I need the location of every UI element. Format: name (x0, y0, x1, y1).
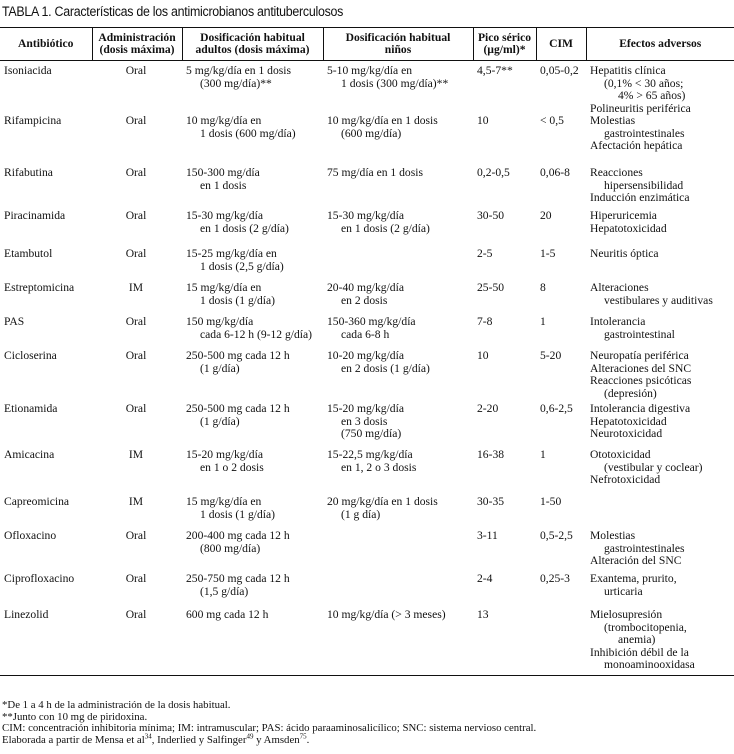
cell-antibiotico (0, 210, 92, 248)
cell-cim (536, 496, 586, 530)
cell-administracion (92, 61, 182, 116)
cell-pico-serico (473, 210, 536, 248)
cell-antibiotico (0, 282, 92, 316)
cell-dosis-ninos-line: 20-40 mg/kg/día (327, 281, 404, 294)
cell-efectos-line: Alteración del SNC (590, 554, 682, 567)
cell-dosis-adultos (182, 496, 323, 530)
cell-pico-serico-line: 3-11 (477, 529, 498, 542)
cell-administracion-line: Oral (125, 166, 147, 179)
cell-dosis-ninos-line: 75 mg/día en 1 dosis (327, 166, 423, 179)
footnote-3: CIM: concentración inhibitoria mínima; IM: intramuscular; PAS: ácido paraaminosalicílico; SNC: sistema nervioso central. (2, 722, 537, 735)
cell-dosis-adultos-line: 200-400 mg cada 12 h (186, 529, 290, 542)
cell-pico-serico-line: 13 (477, 608, 489, 621)
cell-dosis-ninos-line: 10-20 mg/kg/día (327, 349, 404, 362)
cell-efectos-line: Molestias (590, 114, 636, 127)
table-row (0, 573, 734, 609)
cell-efectos-line: Afectación hepática (590, 139, 683, 152)
cell-dosis-adultos-line: en 1 dosis (2 g/día) (200, 221, 289, 235)
cell-dosis-adultos-line: (1,5 g/día) (200, 584, 249, 598)
cell-administracion (92, 573, 182, 609)
cell-antibiotico (0, 167, 92, 210)
cell-dosis-adultos (182, 403, 323, 449)
cell-efectos-line: Hepatitis clínica (590, 64, 666, 77)
cell-pico-serico (473, 350, 536, 403)
cell-dosis-adultos-line: en 1 o 2 dosis (200, 460, 264, 474)
col-header-pico-serico: Pico sérico (µg/ml)* (473, 28, 536, 61)
cell-administracion-line: IM (128, 281, 144, 294)
cell-dosis-adultos-line: 1 dosis (2,5 g/día) (200, 259, 284, 273)
cell-dosis-adultos-line: 150-300 mg/día (186, 166, 260, 179)
cell-dosis-adultos-line: 15 mg/kg/día en (186, 495, 262, 508)
cell-dosis-ninos (323, 496, 473, 530)
table-row (0, 403, 734, 449)
cell-antibiotico-line: Amicacina (4, 448, 55, 461)
cell-efectos-line: Alteraciones (590, 281, 649, 294)
cell-dosis-adultos (182, 248, 323, 282)
cell-dosis-ninos-line: 15-20 mg/kg/día (327, 402, 404, 415)
cell-pico-serico (473, 248, 536, 282)
cell-efectos (586, 496, 734, 530)
cell-antibiotico-line: Rifampicina (4, 114, 62, 127)
cell-dosis-adultos (182, 210, 323, 248)
cell-pico-serico-line: 10 (477, 114, 489, 127)
cell-efectos (586, 61, 734, 116)
cell-dosis-ninos-line: 150-360 mg/kg/día (327, 315, 416, 328)
cell-efectos (586, 403, 734, 449)
cell-efectos (586, 350, 734, 403)
cell-efectos-line: Neurotoxicidad (590, 427, 663, 440)
cell-dosis-adultos (182, 115, 323, 167)
cell-efectos-line: Hepatotoxicidad (590, 414, 667, 428)
cell-efectos-line: Ototoxicidad (590, 448, 651, 461)
cell-efectos-line: Mielosupresión (590, 608, 663, 621)
footnotes (2, 700, 536, 746)
cell-dosis-ninos-line: cada 6-8 h (341, 327, 390, 341)
cell-dosis-ninos-line: 10 mg/kg/día en 1 dosis (327, 114, 438, 127)
cell-dosis-adultos (182, 449, 323, 496)
cell-administracion (92, 316, 182, 350)
table-body (0, 61, 734, 676)
cell-dosis-adultos-line: 15 mg/kg/día en (186, 281, 262, 294)
cell-administracion (92, 530, 182, 573)
cell-cim (536, 609, 586, 675)
cell-administracion (92, 496, 182, 530)
cell-cim (536, 530, 586, 573)
cell-cim-line: 0,25-3 (540, 572, 570, 585)
cell-cim (536, 167, 586, 210)
cell-cim (536, 115, 586, 167)
cell-pico-serico-line: 0,2-0,5 (477, 166, 510, 179)
cell-dosis-ninos (323, 210, 473, 248)
cell-efectos-line: monoaminooxidasa (604, 658, 695, 671)
cell-efectos (586, 573, 734, 609)
cell-dosis-adultos (182, 282, 323, 316)
cell-antibiotico-line: Linezolid (4, 608, 49, 621)
cell-dosis-adultos-line: (300 mg/día)** (200, 76, 272, 90)
cell-efectos (586, 316, 734, 350)
cell-administracion-line: Oral (125, 114, 147, 127)
cell-pico-serico (473, 167, 536, 210)
cell-dosis-adultos (182, 609, 323, 675)
table-row (0, 530, 734, 573)
cell-dosis-adultos (182, 530, 323, 573)
cell-pico-serico-line: 2-5 (477, 247, 493, 260)
table-row (0, 496, 734, 530)
cell-cim (536, 350, 586, 403)
cell-dosis-ninos-line: en 2 dosis (341, 293, 388, 307)
cell-administracion (92, 282, 182, 316)
header-row (0, 28, 734, 61)
cell-dosis-adultos-line: 1 dosis (1 g/día) (200, 507, 276, 521)
cell-efectos-line: (depresión) (604, 386, 657, 400)
cell-efectos-line: Polineuritis periférica (590, 101, 691, 115)
cell-cim (536, 316, 586, 350)
cell-pico-serico-line: 25-50 (477, 281, 505, 294)
cell-dosis-adultos-line: (1 g/día) (200, 414, 240, 428)
cell-efectos-line: gastrointestinal (604, 327, 675, 341)
cell-cim (536, 282, 586, 316)
cell-efectos (586, 210, 734, 248)
cell-dosis-ninos (323, 609, 473, 675)
cell-administracion-line: Oral (125, 64, 147, 77)
cell-efectos-line: Molestias (590, 529, 636, 542)
cell-antibiotico-line: Etionamida (4, 402, 58, 415)
cell-pico-serico-line: 16-38 (477, 448, 505, 461)
cell-dosis-adultos-line: 15-25 mg/kg/día en (186, 247, 277, 260)
table-row (0, 449, 734, 496)
cell-dosis-adultos-line: 150 mg/kg/día (186, 315, 254, 328)
col-header-administracion: Administración (dosis máxima) (92, 28, 182, 61)
cell-efectos-line: hipersensibilidad (604, 178, 684, 192)
table-row (0, 248, 734, 282)
cell-efectos-line: Alteraciones del SNC (590, 361, 692, 375)
cell-antibiotico-line: Cicloserina (4, 349, 57, 362)
cell-antibiotico-line: PAS (4, 315, 25, 328)
footnote-1: *De 1 a 4 h de la administración de la dosis habitual. (2, 699, 231, 711)
cell-cim (536, 449, 586, 496)
col-header-antibiotico: Antibiótico (18, 36, 74, 50)
cell-dosis-ninos (323, 403, 473, 449)
cell-antibiotico-line: Ciprofloxacino (4, 572, 75, 585)
table-row (0, 115, 734, 167)
cell-pico-serico (473, 61, 536, 116)
cell-dosis-adultos (182, 61, 323, 116)
cell-dosis-ninos (323, 316, 473, 350)
cell-dosis-ninos-line: (1 g día) (341, 507, 381, 521)
cell-antibiotico (0, 316, 92, 350)
cell-efectos-line: gastrointestinales (604, 541, 685, 555)
cell-pico-serico-line: 10 (477, 349, 489, 362)
cell-administracion-line: Oral (125, 529, 147, 542)
cell-dosis-ninos-line: 20 mg/kg/día en 1 dosis (327, 495, 438, 508)
cell-pico-serico (473, 530, 536, 573)
cell-dosis-adultos-line: 250-500 mg cada 12 h (186, 349, 290, 362)
cell-dosis-adultos-line: 250-500 mg cada 12 h (186, 402, 290, 415)
col-header-efectos: Efectos adversos (586, 28, 734, 61)
cell-cim (536, 573, 586, 609)
cell-antibiotico-line: Rifabutina (4, 166, 53, 179)
cell-efectos-line: Intolerancia (590, 315, 646, 328)
cell-efectos (586, 115, 734, 167)
cell-dosis-ninos-line: 1 dosis (300 mg/día)** (341, 76, 449, 90)
cell-dosis-ninos (323, 167, 473, 210)
cell-dosis-ninos (323, 530, 473, 573)
cell-administracion-line: Oral (125, 349, 147, 362)
cell-efectos-line: Reacciones (590, 166, 643, 179)
cell-efectos-line: Inhibición débil de la (590, 645, 689, 659)
cell-administracion-line: IM (128, 495, 144, 508)
cell-dosis-ninos-line: 10 mg/kg/día (> 3 meses) (327, 608, 446, 621)
cell-dosis-ninos (323, 282, 473, 316)
cell-dosis-adultos-line: 15-20 mg/kg/día (186, 448, 263, 461)
cell-administracion (92, 350, 182, 403)
cell-cim-line: < 0,5 (540, 114, 564, 127)
cell-dosis-adultos-line: 250-750 mg cada 12 h (186, 572, 290, 585)
cell-antibiotico-line: Isoniacida (4, 64, 52, 77)
cell-pico-serico-line: 2-20 (477, 402, 499, 415)
cell-antibiotico (0, 449, 92, 496)
cell-efectos (586, 282, 734, 316)
cell-dosis-ninos (323, 449, 473, 496)
cell-efectos-line: Nefrotoxicidad (590, 473, 661, 486)
cell-administracion (92, 210, 182, 248)
cell-antibiotico-line: Etambutol (4, 247, 53, 260)
cell-dosis-ninos (323, 61, 473, 116)
cell-dosis-adultos-line: en 1 dosis (200, 178, 247, 192)
cell-antibiotico (0, 530, 92, 573)
cell-dosis-adultos (182, 316, 323, 350)
cell-efectos-line: vestibulares y auditivas (604, 293, 713, 307)
cell-administracion (92, 115, 182, 167)
cell-dosis-ninos-line: (750 mg/día) (341, 427, 402, 440)
cell-efectos (586, 449, 734, 496)
table-row (0, 350, 734, 403)
cell-dosis-adultos-line: 1 dosis (1 g/día) (200, 293, 276, 307)
cell-efectos (586, 248, 734, 282)
cell-dosis-adultos-line: 15-30 mg/kg/día (186, 209, 263, 222)
cell-antibiotico (0, 573, 92, 609)
cell-efectos-line: (trombocitopenia, (604, 620, 687, 634)
cell-cim-line: 5-20 (540, 349, 562, 362)
cell-cim-line: 0,06-8 (540, 166, 570, 179)
col-header-cim: CIM (536, 28, 586, 61)
cell-dosis-ninos (323, 248, 473, 282)
cell-administracion (92, 449, 182, 496)
cell-antibiotico (0, 350, 92, 403)
cell-efectos-line: Inducción enzimática (590, 191, 690, 204)
cell-efectos-line: Hiperuricemia (590, 209, 657, 222)
cell-dosis-ninos-line: en 3 dosis (341, 414, 388, 428)
cell-administracion (92, 609, 182, 675)
cell-antibiotico (0, 496, 92, 530)
cell-cim-line: 1 (540, 315, 546, 328)
cell-efectos-line: Intolerancia digestiva (590, 402, 691, 415)
cell-pico-serico (473, 609, 536, 675)
cell-dosis-ninos-line: en 1 dosis (2 g/día) (341, 221, 430, 235)
cell-dosis-ninos (323, 115, 473, 167)
cell-cim-line: 1 (540, 448, 546, 461)
cell-pico-serico-line: 30-50 (477, 209, 505, 222)
cell-efectos-line: Neuritis óptica (590, 247, 659, 260)
cell-administracion-line: Oral (125, 209, 147, 222)
cell-cim-line: 20 (540, 209, 552, 222)
cell-administracion-line: Oral (125, 315, 147, 328)
cell-cim-line: 1-5 (540, 247, 556, 260)
footnote-2: **Junto con 10 mg de piridoxina. (2, 710, 148, 723)
cell-cim (536, 61, 586, 116)
cell-efectos-line: gastrointestinales (604, 126, 685, 140)
cell-dosis-ninos-line: 15-22,5 mg/kg/día (327, 448, 413, 461)
footnote-4: Elaborada a partir de Mensa et $al^{34}$, Inderlied y Salfinger$^{49}$ y Amsden$^{75}$. (2, 732, 310, 746)
cell-efectos-line: (0,1% < 30 años; (604, 76, 684, 90)
cell-pico-serico (473, 115, 536, 167)
cell-dosis-ninos (323, 350, 473, 403)
cell-dosis-adultos-line: cada 6-12 h (9-12 g/día) (200, 327, 313, 341)
cell-pico-serico (473, 496, 536, 530)
cell-administracion-line: Oral (125, 402, 147, 415)
antimicrobial-table (0, 27, 734, 676)
cell-efectos-line: Neuropatía periférica (590, 349, 689, 362)
cell-dosis-adultos (182, 350, 323, 403)
cell-dosis-ninos-line: 15-30 mg/kg/día (327, 209, 404, 222)
cell-cim (536, 248, 586, 282)
cell-efectos (586, 167, 734, 210)
cell-dosis-adultos (182, 167, 323, 210)
cell-cim (536, 210, 586, 248)
cell-antibiotico (0, 61, 92, 116)
table-title: TABLA 1. Características de los antimicrobianos antituberculosos (2, 4, 344, 19)
cell-dosis-adultos-line: 10 mg/kg/día en (186, 114, 262, 127)
cell-dosis-ninos-line: (600 mg/día) (341, 126, 402, 140)
cell-administracion (92, 167, 182, 210)
cell-dosis-ninos-line: en 2 dosis (1 g/día) (341, 361, 430, 375)
col-header-dosis-adultos: Dosificación habitual adultos (dosis máxima) (182, 28, 323, 61)
cell-antibiotico-line: Piracinamida (4, 209, 66, 222)
cell-pico-serico (473, 449, 536, 496)
cell-antibiotico (0, 609, 92, 675)
cell-antibiotico-line: Ofloxacino (4, 529, 57, 542)
cell-efectos (586, 609, 734, 675)
cell-antibiotico (0, 115, 92, 167)
cell-cim (536, 403, 586, 449)
cell-administracion-line: Oral (125, 608, 147, 621)
table-row (0, 210, 734, 248)
cell-dosis-ninos-line: 5-10 mg/kg/día en (327, 64, 413, 77)
cell-cim-line: 0,5-2,5 (540, 529, 573, 542)
cell-antibiotico (0, 403, 92, 449)
cell-efectos-line: anemia) (618, 633, 656, 646)
cell-dosis-adultos-line: 1 dosis (600 mg/día) (200, 126, 296, 140)
cell-dosis-adultos-line: (800 mg/día) (200, 541, 261, 555)
cell-efectos-line: 4% > 65 años) (618, 89, 686, 102)
cell-dosis-adultos-line: 5 mg/kg/día en 1 dosis (186, 64, 291, 77)
cell-efectos-line: Hepatotoxicidad (590, 221, 667, 235)
cell-administracion-line: Oral (125, 247, 147, 260)
cell-efectos-line: (vestibular y coclear) (604, 460, 703, 474)
cell-dosis-ninos-line: en 1, 2 o 3 dosis (341, 460, 417, 474)
cell-pico-serico-line: 4,5-7** (477, 64, 513, 77)
table-row (0, 167, 734, 210)
cell-pico-serico (473, 573, 536, 609)
cell-pico-serico (473, 282, 536, 316)
cell-pico-serico-line: 7-8 (477, 315, 493, 328)
cell-efectos-line: urticaria (604, 584, 643, 598)
cell-efectos (586, 530, 734, 573)
cell-dosis-adultos-line: 600 mg cada 12 h (186, 608, 269, 621)
table-row (0, 316, 734, 350)
cell-cim-line: 1-50 (540, 495, 562, 508)
cell-efectos-line: Exantema, prurito, (590, 572, 677, 585)
cell-dosis-adultos-line: (1 g/día) (200, 361, 240, 375)
cell-administracion (92, 248, 182, 282)
cell-antibiotico (0, 248, 92, 282)
cell-administracion (92, 403, 182, 449)
cell-cim-line: 0,05-0,2 (540, 64, 579, 77)
table-row (0, 61, 734, 116)
table-row (0, 282, 734, 316)
cell-administracion-line: Oral (125, 572, 147, 585)
cell-antibiotico-line: Estreptomicina (4, 281, 75, 294)
cell-cim-line: 0,6-2,5 (540, 402, 573, 415)
cell-dosis-adultos (182, 573, 323, 609)
cell-dosis-ninos (323, 573, 473, 609)
cell-cim-line: 8 (540, 281, 546, 294)
cell-antibiotico-line: Capreomicina (4, 495, 70, 508)
cell-pico-serico-line: 2-4 (477, 572, 493, 585)
cell-pico-serico-line: 30-35 (477, 495, 505, 508)
cell-administracion-line: IM (128, 448, 144, 461)
cell-pico-serico (473, 403, 536, 449)
table-row (0, 609, 734, 675)
cell-pico-serico (473, 316, 536, 350)
cell-efectos-line: Reacciones psicóticas (590, 374, 692, 387)
col-header-dosis-ninos: Dosificación habitual niños (323, 28, 473, 61)
